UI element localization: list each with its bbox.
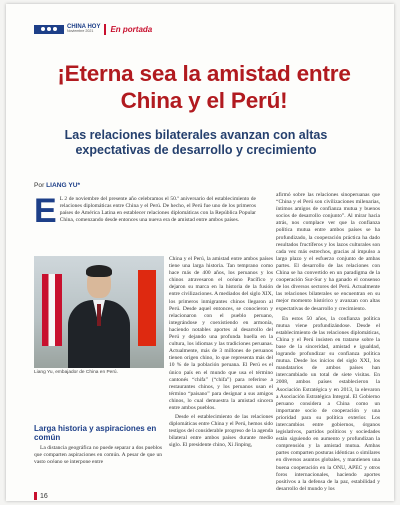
header-divider: [104, 24, 106, 35]
column-3: [276, 192, 380, 493]
column-2-paragraph-2: Desde el establecimiento de las relaciones diplomáticas entre China y el Perú, hemos sido testigos del considerable progreso de la agenda bilateral entre ambos países durante medio siglo. El presidente chino, Xi Jinping,: [169, 414, 273, 449]
article-title: ¡Eterna sea la amistad entre China y el Perú!: [57, 61, 351, 113]
tie: [97, 304, 101, 326]
magazine-info: [67, 24, 100, 34]
footer-marker: [34, 492, 37, 500]
magazine-date: Noviembre 2021: [67, 29, 94, 34]
photo-caption: Liang Yu, embajador de China en Perú.: [34, 370, 118, 375]
column-3-paragraph-1: afirmó sobre las relaciones sinoperuanas que “China y el Perú son civilizaciones milenarias, íntimos amigos de confianza mutua y buenos socios de desarrollo conjunto”. Al mirar hacia atrás, nos complace ver que la confianza política mutua entre ambos países se ha profundizado, la cooperación práctica ha dado resultados fructíferos y los lazos culturales son cada vez más estrechos, gracias al impulso a largo plazo y el esfuerzo conjunto de ambas partes. El desarrollo de las relaciones con China se ha convertido en un paradigma de la cooperación Sur-Sur y ha ganado el consenso de los diversos sectores del Perú. Actualmente las relaciones bilaterales se encuentran en su mejor momento histórico y avanzan con altas expectativas de desarrollo y crecimiento.: [276, 192, 380, 312]
section-label: En portada: [110, 24, 153, 34]
ambassador-photo: [34, 256, 164, 368]
hair: [86, 265, 112, 277]
peru-flag: [42, 274, 62, 346]
column-2-paragraph-1: China y el Perú, la amistad entre ambos países tiene una larga historia. Tan temprano como hace más de 400 años, los peruanos y los chinos atravesaron el océano Pacífico y dejaron su marca en la historia de la fusión entre civilizaciones. A mediados del siglo XIX, los primeros inmigrantes chinos llegaron al Perú. Desde aquel entonces, se conocieron y relacionaron con el pueblo peruano, integrándose y coexistiendo en armonía, haciendo notables aportes al desarrollo del Perú y dejando una profunda huella en la cultura, los idiomas y las tradiciones peruanas. Actualmente, más de 3 millones de peruanos tienen origen chino, lo que representa más del 10 % de la población peruana. El Perú es el único país en el mundo que usa el término cantonés “chifa” (“chifa”) para referirse a restaurantes chinos, y los peruanos usan el término “paisano” para designar a sus amigos chinos, lo cual demuestra la amistad sincera entre ambos pueblos.: [169, 256, 273, 411]
column-1-bottom: La distancia geográfica no puede separar a dos pueblos que comparten aspiraciones en común. A pesar de que un vasto océano se interpone entre: [34, 445, 162, 466]
article-subtitle: Las relaciones bilaterales avanzan con altas expectativas de desarrollo y crecimiento: [64, 128, 328, 157]
drop-cap: E: [34, 192, 57, 230]
column-2: [169, 256, 273, 450]
magazine-name: CHINA HOY: [67, 24, 101, 31]
page-footer: [34, 492, 48, 500]
magazine-page: [6, 4, 394, 501]
page-header: [34, 22, 152, 36]
section-heading: Larga historia y aspiraciones en común: [34, 424, 157, 442]
intro-paragraph: [34, 192, 256, 230]
byline-prefix: Por: [34, 182, 45, 189]
china-flag: [138, 270, 156, 346]
page-number: 16: [40, 492, 48, 500]
magazine-logo: [34, 25, 64, 34]
author-name: LIANG YU*: [46, 182, 81, 189]
column-3-paragraph-2: En estos 50 años, la confianza política mutua viene profundizándose. Desde el establecimiento de las relaciones diplomáticas, China y el Perú insisten en tratarse sobre la base de la sinceridad, amistad e igualdad, logrando profundizar su confianza política mutua. Desde los inicios del siglo XXI, los mandatarios de ambos países han intercambiado un total de siete visitas. En 2008, ambos países establecieron la Asociación Estratégica y en 2013, la elevaron a Asociación Estratégica Integral. El Gobierno peruano considera a China como un importante socio de cooperación y una prioridad para su política exterior. Los intercambios entre gobiernos, órganos legislativos, partidos políticos y sociedades están siguiendo en aumento y profundizan la comprensión y la amistad mutua. Ambas partes comparten posturas idénticas o similares en diversos asuntos globales, y mantienen una buena cooperación en la ONU, APEC y otros foros internacionales, haciendo aportes positivos a la defensa de la paz, estabilidad y desarrollo del mundo y los: [276, 315, 380, 492]
byline: [34, 182, 80, 189]
intro-text: L 2 de noviembre del presente año celebramos el 50.º aniversario del establecimiento de relaciones diplomáticas entre China y el Perú. De hecho, el Perú fue uno de los primeros países de América Latina en establecer relaciones diplomáticas con la República Popular China, comenzando desde entonces una nueva era de amistad entre ambos países.: [59, 196, 256, 224]
